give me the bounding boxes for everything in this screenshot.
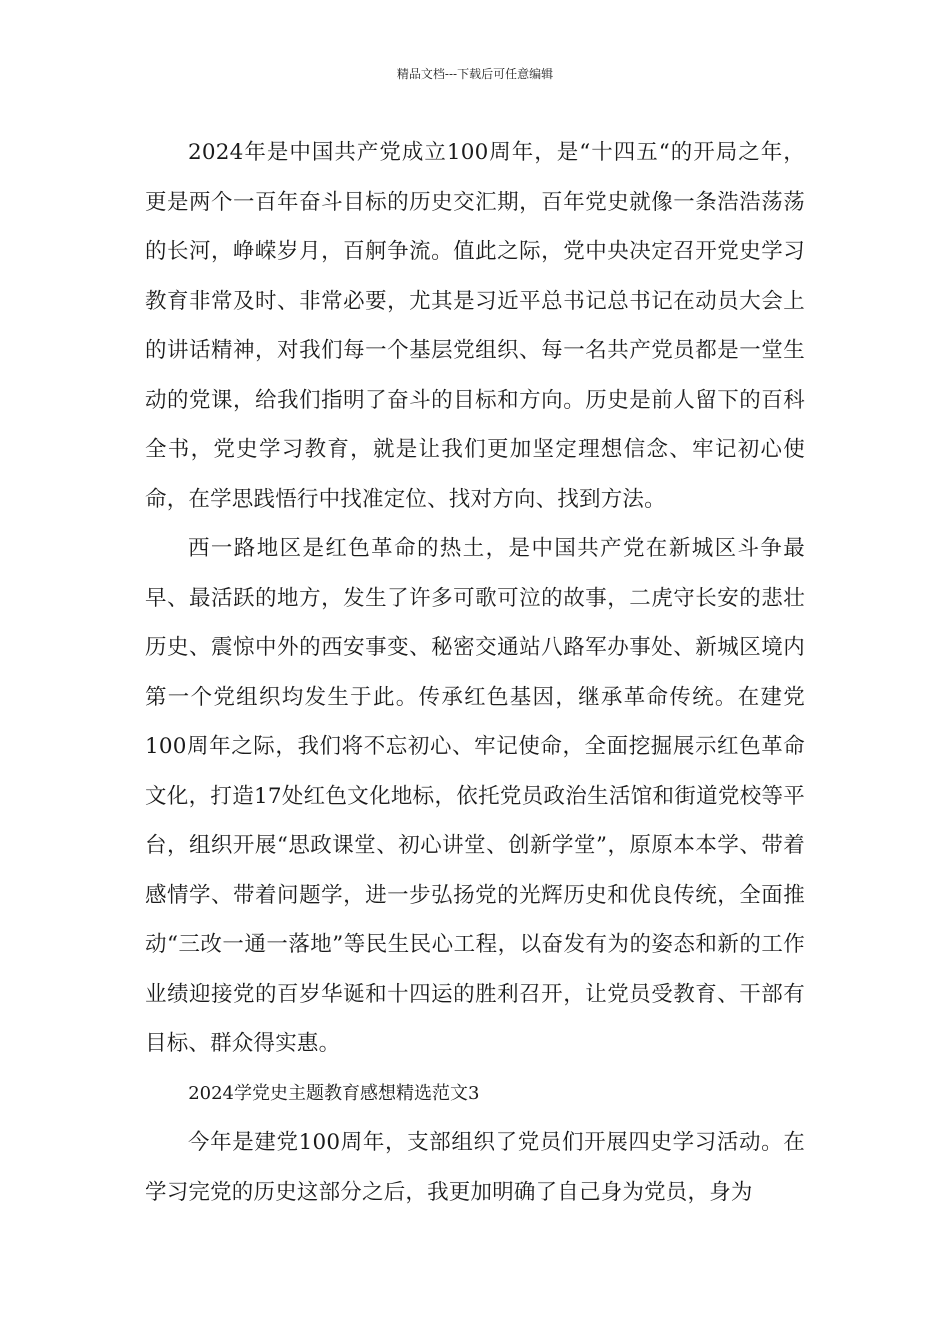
page-header: 精品文档---下载后可任意编辑	[396, 67, 554, 81]
paragraph-3: 今年是建党100周年，支部组织了党员们开展四史学习活动。在学习完党的历史这部分之后，我更加明确了自己身为党员，身为	[145, 1130, 805, 1205]
paragraph-2: 西一路地区是红色革命的热土，是中国共产党在新城区斗争最早、最活跃的地方，发生了许多可歌可泣的故事，二虎守长安的悲壮历史、震惊中外的西安事变、秘密交通站八路军办事处、新城区境内第一个党组织均发生于此。传承红色基因，继承革命传统。在建党100周年之际，我们将不忘初心、牢记使命，全面挖掘展示红色革命文化，打造17处红色文化地标，依托党员政治生活馆和街道党校等平台，组织开展“思政课堂、初心讲堂、创新学堂”，原原本本学、带着感情学、带着问题学，进一步弘扬党的光辉历史和优良传统，全面推动“三改一通一落地”等民生民心工程，以奋发有为的姿态和新的工作业绩迎接党的百岁华诞和十四运的胜利召开，让党员受教育、干部有目标、群众得实惠。	[145, 536, 805, 1056]
document-body	[145, 128, 805, 1217]
paragraph-1: 2024年是中国共产党成立100周年，是“十四五“的开局之年，更是两个一百年奋斗目标的历史交汇期，百年党史就像一条浩浩荡荡的长河，峥嵘岁月，百舸争流。值此之际，党中央决定召开党史学习教育非常及时、非常必要，尤其是习近平总书记总书记在动员大会上的讲话精神，对我们每一个基层党组织、每一名共产党员都是一堂生动的党课，给我们指明了奋斗的目标和方向。历史是前人留下的百科全书，党史学习教育，就是让我们更加坚定理想信念、牢记初心使命，在学思践悟行中找准定位、找对方向、找到方法。	[145, 140, 805, 512]
section-title: 2024学党史主题教育感想精选范文3	[188, 1082, 480, 1104]
